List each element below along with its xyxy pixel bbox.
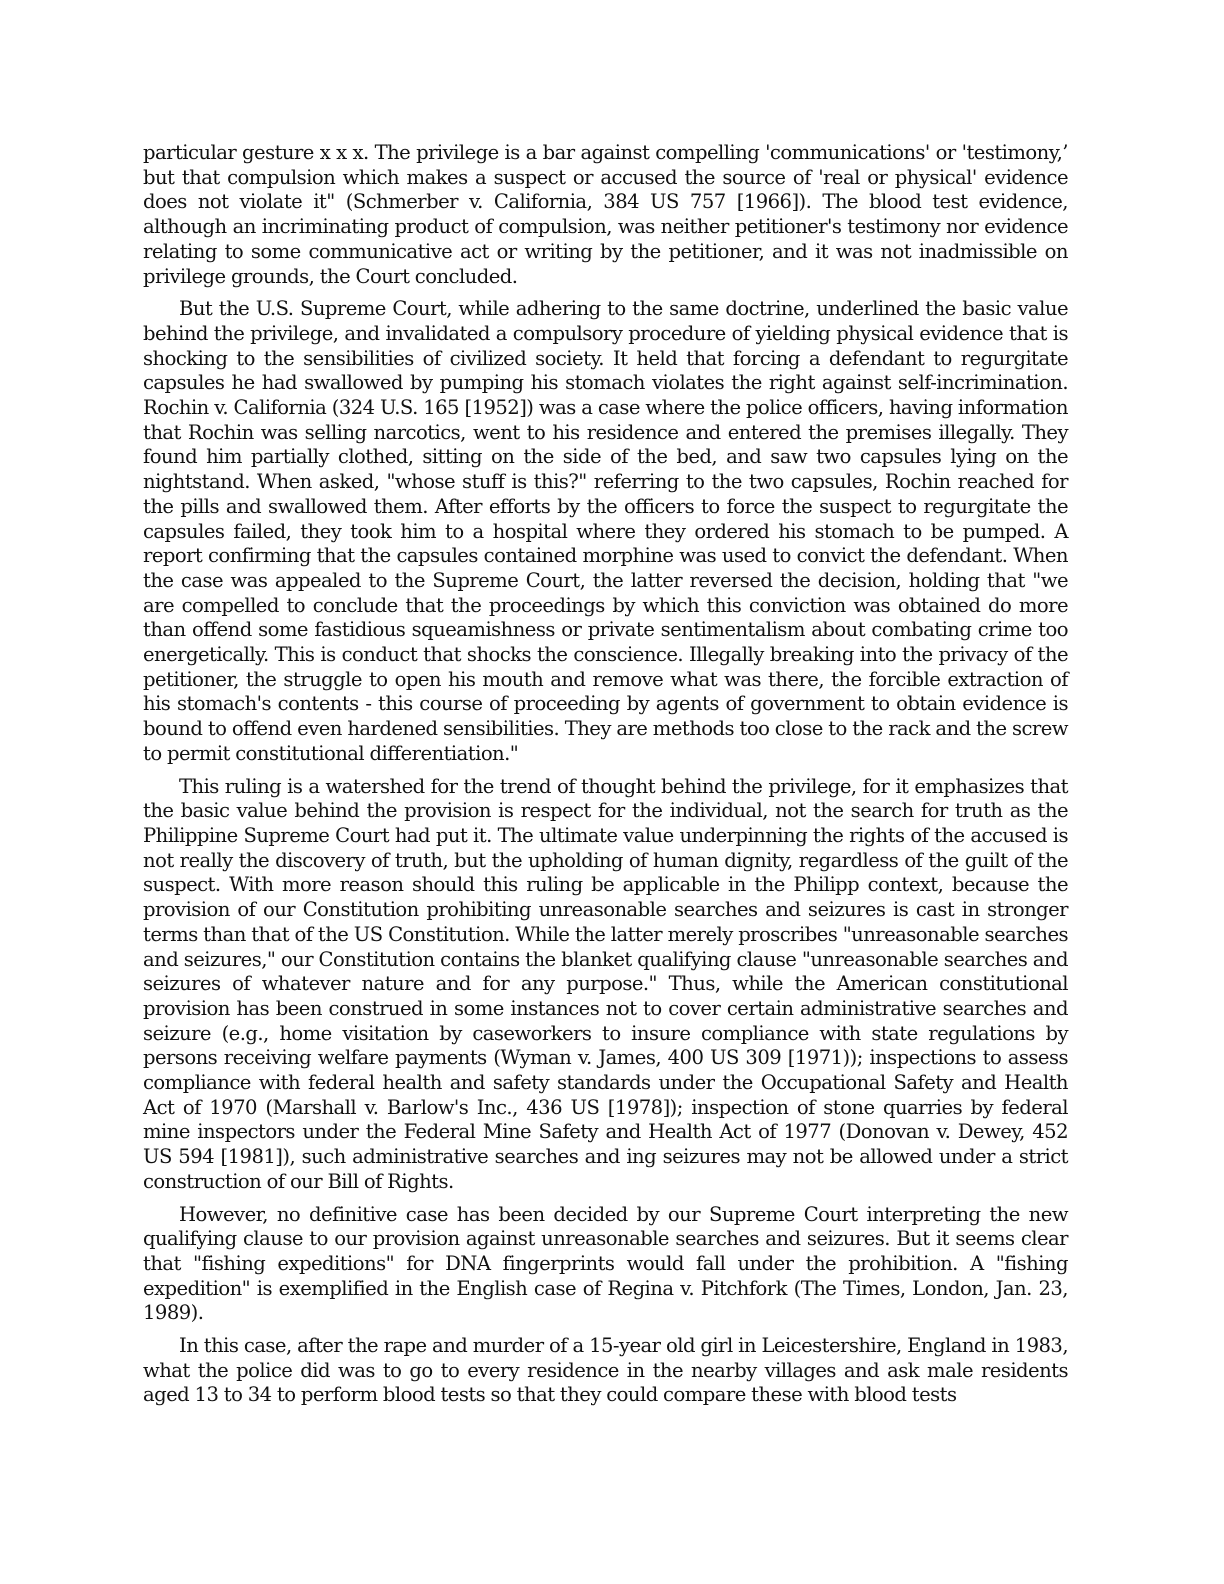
document-page xyxy=(143,141,1068,1416)
paragraph-pitchfork-case: In this case, after the rape and murder of a 15-year old girl in Leicestershire, England in 1983, what the police did was to go to every residence in the nearby villages and ask male residents aged 13 to 34 to perform blood tests so that they could compare these with blood tests xyxy=(143,1334,1068,1407)
paragraph-rochin-case: But the U.S. Supreme Court, while adhering to the same doctrine, underlined the basic value behind the privilege, and invalidated a compulsory procedure of yielding physical evidence that is shocking to the sensibilities of civilized society. It held that forcing a defendant to regurgitate capsules he had swallowed by pumping his stomach violates the right against self-incrimination. Rochin v. California (324 U.S. 165 [1952]) was a case where the police officers, having information that Rochin was selling narcotics, went to his residence and entered the premises illegally. They found him partially clothed, sitting on the side of the bed, and saw two capsules lying on the nightstand. When asked, "whose stuff is this?" referring to the two capsules, Rochin reached for the pills and swallowed them. After efforts by the officers to force the suspect to regurgitate the capsules failed, they took him to a hospital where they ordered his stomach to be pumped. A report confirming that the capsules contained morphine was used to convict the defendant. When the case was appealed to the Supreme Court, the latter reversed the decision, holding that "we are compelled to conclude that the proceedings by which this conviction was obtained do more than offend some fastidious squeamishness or private sentimentalism about combating crime too energetically. This is conduct that shocks the conscience. Illegally breaking into the privacy of the petitioner, the struggle to open his mouth and remove what was there, the forcible extraction of his stomach's contents - this course of proceeding by agents of government to obtain evidence is bound to offend even hardened sensibilities. They are methods too close to the rack and the screw to permit constitutional differentiation." xyxy=(143,297,1068,765)
paragraph-schmerber-conclusion: particular gesture x x x. The privilege is a bar against compelling 'communications' or 'testimony,’ but that compulsion which makes a suspect or accused the source of 'real or physical' evidence does not violate it" (Schmerber v. California, 384 US 757 [1966]). The blood test evidence, although an incriminating product of compulsion, was neither petitioner's testimony nor evidence relating to some communicative act or writing by the petitioner, and it was not inadmissible on privilege grounds, the Court concluded. xyxy=(143,141,1068,288)
paragraph-watershed-ruling: This ruling is a watershed for the trend of thought behind the privilege, for it emphasizes that the basic value behind the provision is respect for the individual, not the search for truth as the Philippine Supreme Court had put it. The ultimate value underpinning the rights of the accused is not really the discovery of truth, but the upholding of human dignity, regardless of the guilt of the suspect. With more reason should this ruling be applicable in the Philipp context, because the provision of our Constitution prohibiting unreasonable searches and seizures is cast in stronger terms than that of the US Constitution. While the latter merely proscribes "unreasonable searches and seizures," our Constitution contains the blanket qualifying clause "unreasonable searches and seizures of whatever nature and for any purpose." Thus, while the American constitutional provision has been construed in some instances not to cover certain administrative searches and seizure (e.g., home visitation by caseworkers to insure compliance with state regulations by persons receiving welfare payments (Wyman v. James, 400 US 309 [1971)); inspections to assess compliance with federal health and safety standards under the Occupational Safety and Health Act of 1970 (Marshall v. Barlow's Inc., 436 US [1978]); inspection of stone quarries by federal mine inspectors under the Federal Mine Safety and Health Act of 1977 (Donovan v. Dewey, 452 US 594 [1981]), such administrative searches and ing seizures may not be allowed under a strict construction of our Bill of Rights. xyxy=(143,774,1068,1193)
paragraph-fishing-expeditions: However, no definitive case has been decided by our Supreme Court interpreting the new qualifying clause to our provision against unreasonable searches and seizures. But it seems clear that "fishing expeditions" for DNA fingerprints would fall under the prohibition. A "fishing expedition" is exemplified in the English case of Regina v. Pitchfork (The Times, London, Jan. 23, 1989). xyxy=(143,1202,1068,1325)
